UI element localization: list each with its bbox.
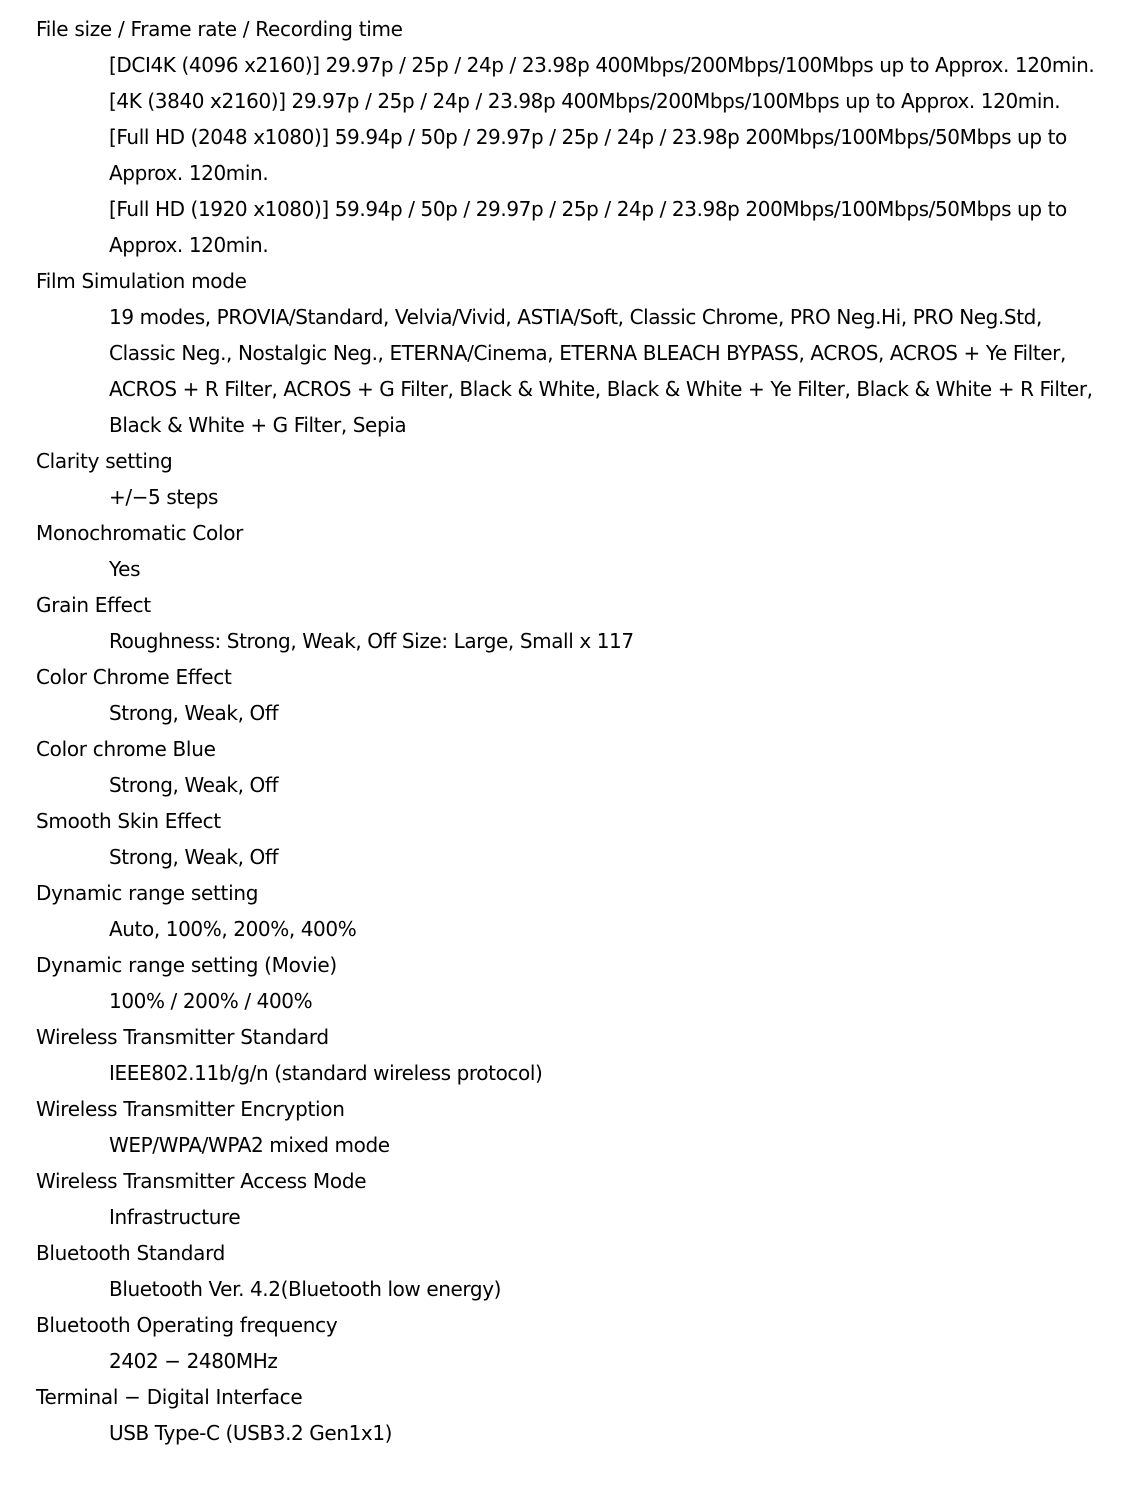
spec-label: Terminal − Digital Interface: [36, 1385, 303, 1409]
spec-value: Bluetooth Ver. 4.2(Bluetooth low energy): [109, 1277, 502, 1301]
spec-label: Bluetooth Operating frequency: [36, 1313, 338, 1337]
spec-label: Wireless Transmitter Access Mode: [36, 1169, 367, 1193]
spec-values: [109, 1127, 1099, 1163]
spec-value: [Full HD (1920 x1080)] 59.94p / 50p / 29.97p / 25p / 24p / 23.98p 200Mbps/100Mbps/50Mbps up to Approx. 120min.: [109, 197, 1067, 257]
spec-values: [109, 479, 1099, 515]
spec-label: Color Chrome Effect: [36, 665, 232, 689]
spec-value: Strong, Weak, Off: [109, 845, 279, 869]
spec-values: [109, 299, 1099, 443]
spec-value: 2402 − 2480MHz: [109, 1349, 278, 1373]
spec-values: [109, 1343, 1099, 1379]
spec-values: [109, 1415, 1099, 1451]
spec-value: [DCI4K (4096 x2160)] 29.97p / 25p / 24p / 23.98p 400Mbps/200Mbps/100Mbps up to Approx. 120min.: [109, 53, 1095, 77]
spec-label: Wireless Transmitter Standard: [36, 1025, 329, 1049]
spec-label: Color chrome Blue: [36, 737, 216, 761]
spec-label: Grain Effect: [36, 593, 151, 617]
spec-label: Dynamic range setting: [36, 881, 259, 905]
spec-values: [109, 1055, 1099, 1091]
spec-value: +/−5 steps: [109, 485, 219, 509]
spec-label: Wireless Transmitter Encryption: [36, 1097, 345, 1121]
spec-value: Roughness: Strong, Weak, Off Size: Large, Small x 117: [109, 629, 634, 653]
spec-label: Bluetooth Standard: [36, 1241, 226, 1265]
spec-value: 100% / 200% / 400%: [109, 989, 313, 1013]
spec-value: Yes: [109, 557, 141, 581]
spec-value: WEP/WPA/WPA2 mixed mode: [109, 1133, 390, 1157]
spec-values: [109, 47, 1099, 263]
spec-label: Film Simulation mode: [36, 269, 247, 293]
spec-values: [109, 839, 1099, 875]
spec-value: USB Type-C (USB3.2 Gen1x1): [109, 1421, 393, 1445]
spec-value: [4K (3840 x2160)] 29.97p / 25p / 24p / 23.98p 400Mbps/200Mbps/100Mbps up to Approx. 120min.: [109, 89, 1061, 113]
spec-values: [109, 1199, 1099, 1235]
spec-values: [109, 983, 1099, 1019]
spec-values: [109, 1271, 1099, 1307]
spec-value: Strong, Weak, Off: [109, 701, 279, 725]
spec-label: Clarity setting: [36, 449, 173, 473]
spec-value: Auto, 100%, 200%, 400%: [109, 917, 357, 941]
spec-values: [109, 623, 1099, 659]
spec-value: IEEE802.11b/g/n (standard wireless protocol): [109, 1061, 543, 1085]
spec-value: [Full HD (2048 x1080)] 59.94p / 50p / 29.97p / 25p / 24p / 23.98p 200Mbps/100Mbps/50Mbps up to Approx. 120min.: [109, 125, 1067, 185]
spec-values: [109, 911, 1099, 947]
spec-value: 19 modes, PROVIA/Standard, Velvia/Vivid, ASTIA/Soft, Classic Chrome, PRO Neg.Hi, PRO Neg.Std, Classic Neg., Nostalgic Neg., ETERNA/Cinema, ETERNA BLEACH BYPASS, ACROS, ACROS + Ye Filter, ACROS + R Filter, ACROS + G Filter, Black & White, Black & White + Ye Filter, Black & White + R Filter, Black & White + G Filter, Sepia: [109, 305, 1093, 437]
spec-label: File size / Frame rate / Recording time: [36, 17, 403, 41]
spec-label: Monochromatic Color: [36, 521, 244, 545]
spec-values: [109, 551, 1099, 587]
spec-value: Infrastructure: [109, 1205, 241, 1229]
spec-label: Smooth Skin Effect: [36, 809, 221, 833]
spec-value: Strong, Weak, Off: [109, 773, 279, 797]
spec-label: Dynamic range setting (Movie): [36, 953, 337, 977]
spec-values: [109, 767, 1099, 803]
spec-values: [109, 695, 1099, 731]
